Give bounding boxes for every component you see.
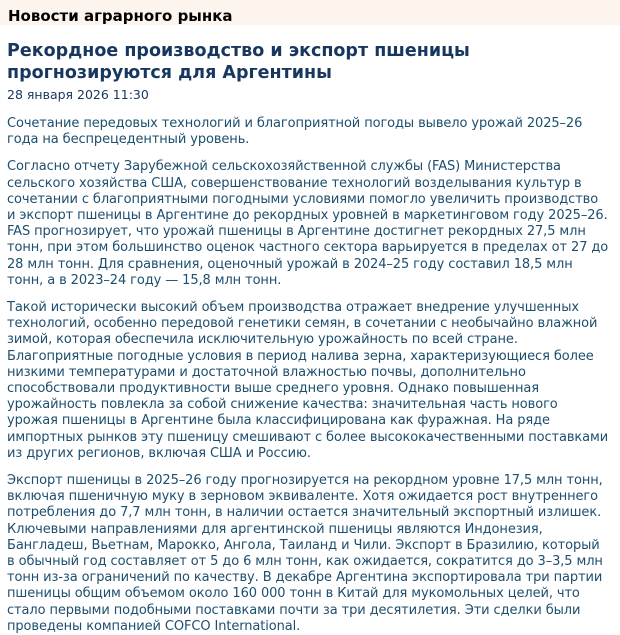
article-body [7, 116, 610, 635]
section-title: Новости аграрного рынка [8, 7, 233, 25]
article-paragraph: Такой исторически высокий объем производства отражает внедрение улучшенных технологий, особенно передовой генетики семян, в сочетании с необычайно влажной зимой, которая обеспечила исключительную урожайность по всей стране. Благоприятные погодные условия в период налива зерна, характеризующиеся более низкими температурами и достаточной влажностью почвы, дополнительно способствовали продуктивности выше среднего уровня. Однако повышенная урожайность повлекла за собой снижение качества: значительная часть нового урожая пшеницы в Аргентине была классифицирована как фуражная. На ряде импортных рынков эту пшеницу смешивают с более высококачественными поставками из других регионов, включая США и Россию. [7, 300, 609, 461]
article-date: 28 января 2026 11:30 [7, 87, 149, 102]
section-header-band [0, 0, 620, 25]
article-headline: Рекордное производство и экспорт пшеницы прогнозируются для Аргентины [7, 41, 470, 83]
article-paragraph-lead: Сочетание передовых технологий и благоприятной погоды вывело урожай 2025–26 года на беспрецедентный уровень. [7, 116, 583, 148]
article-content [0, 40, 620, 635]
article-paragraph: Согласно отчету Зарубежной сельскохозяйственной службы (FAS) Министерства сельского хозяйства США, совершенствование технологий возделывания культур в сочетании с благоприятными погодными условиями помогло увеличить производство и экспорт пшеницы в Аргентине до рекордных уровней в маркетинговом году 2025–26. FAS прогнозирует, что урожай пшеницы в Аргентине достигнет рекордных 27,5 млн тонн, при этом большинство оценок частного сектора варьируется в пределах от 27 до 28 млн тонн. Для сравнения, оценочный урожай в 2024–25 году составил 18,5 млн тонн, а в 2023–24 году — 15,8 млн тонн. [7, 159, 609, 288]
article-paragraph: Экспорт пшеницы в 2025–26 году прогнозируется на рекордном уровне 17,5 млн тонн, включая пшеничную муку в зерновом эквиваленте. Хотя ожидается рост внутреннего потребления до 7,7 млн тонн, в наличии остается значительный экспортный излишек. Ключевыми направлениями для аргентинской пшеницы являются Индонезия, Бангладеш, Вьетнам, Марокко, Ангола, Таиланд и Чили. Экспорт в Бразилию, который в обычный год составляет от 5 до 6 млн тонн, как ожидается, сократится до 3–3,5 млн тонн из-за ограничений по качеству. В декабре Аргентина экспортировала три партии пшеницы общим объемом около 160 000 тонн в Китай для мукомольных целей, что стало первыми подобными поставками почти за три десятилетия. Эти сделки были проведены компанией COFCO International. [7, 473, 603, 634]
